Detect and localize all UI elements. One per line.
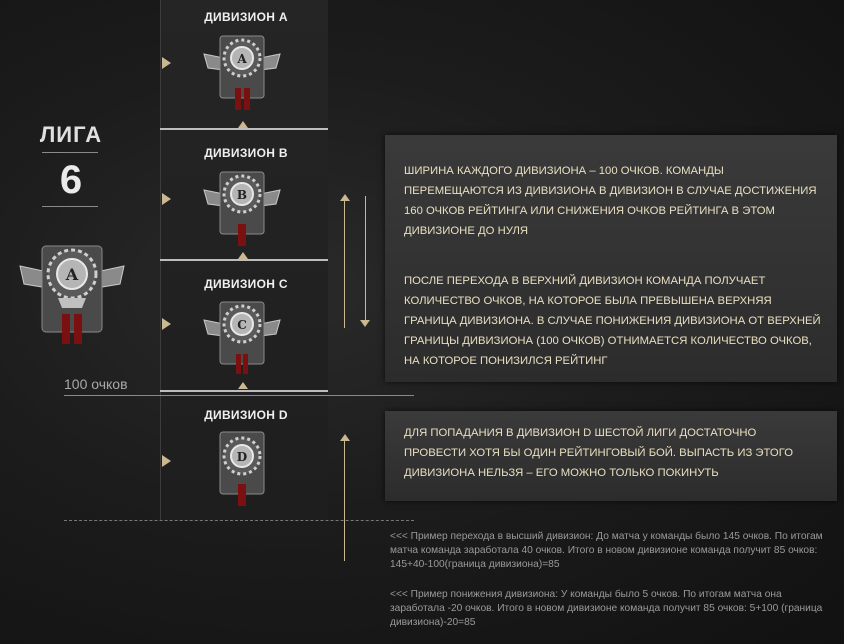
division-d-pointer-icon [162,455,171,467]
division-d-label: ДИВИЗИОН D [204,408,288,422]
division-a-pointer-icon [162,57,171,69]
division-a-label: ДИВИЗИОН A [204,10,288,24]
promotion-arrow-line [344,200,345,328]
division-separator-bc [160,259,328,261]
demotion-example-note: <<< Пример понижения дивизиона: У команды было 5 очков. По итогам матча она заработала -20 очков. Итого в новом дивизионе команда получит 85 очков: 5+100 (граница дивизиона)-20=85 [390,589,823,628]
division-b-up-arrow-icon [238,252,248,259]
info-box-division-d-text: ДЛЯ ПОПАДАНИЯ В ДИВИЗИОН D ШЕСТОЙ ЛИГИ ДОСТАТОЧНО ПРОВЕСТИ ХОТЯ БЫ ОДИН РЕЙТИНГОВЫЙ БОЙ. ВЫПАСТЬ ИЗ ЭТОГО ДИВИЗИОНА НЕЛЬЗЯ – ЕГО МОЖНО ТОЛЬКО ПОКИНУТЬ [404,427,793,479]
division-a-up-arrow-icon [238,121,248,128]
entry-arrow-line [344,441,345,561]
info-box-division-d [385,411,837,501]
points-line [64,395,414,396]
division-b-pointer-icon [162,193,171,205]
division-c-badge-icon [200,294,284,378]
division-b-label: ДИВИЗИОН B [204,146,288,160]
demotion-arrow-line [365,196,366,320]
division-separator-ab [160,128,328,130]
promotion-example-note: <<< Пример перехода в высший дивизион: До матча у команды было 145 очков. По итогам матча команда заработала 40 очков. Итого в новом дивизионе команда получит 85 очков: 145+40-100(граница дивизиона)=85 [390,531,823,570]
svg-text:B: B [236,188,248,202]
division-c-label: ДИВИЗИОН C [204,277,288,291]
league-badge-letter: A [65,265,79,284]
info-box-movement-text: ШИРИНА КАЖДОГО ДИВИЗИОНА – 100 ОЧКОВ. КОМАНДЫ ПЕРЕМЕЩАЮТСЯ ИЗ ДИВИЗИОНА В ДИВИЗИОН В СЛУЧАЕ ДОСТИЖЕНИЯ 160 ОЧКОВ РЕЙТИНГА ИЛИ СНИЖЕНИЯ ОЧКОВ РЕЙТИНГА В ЭТОМ ДИВИЗИОНЕ ДО НУЛЯ [404,165,817,237]
league-badge-icon [18,236,126,348]
league-number: 6 [59,158,83,202]
svg-text:C: C [237,318,247,332]
info-box-transfer-text: ПОСЛЕ ПЕРЕХОДА В ВЕРХНИЙ ДИВИЗИОН КОМАНДА ПОЛУЧАЕТ КОЛИЧЕСТВО ОЧКОВ, НА КОТОРОЕ БЫЛА ПРЕВЫШЕНА ВЕРХНЯЯ ГРАНИЦА ДИВИЗИОНА. В СЛУЧАЕ ПОНИЖЕНИЯ ДИВИЗИОНА ОТ ВЕРХНЕЙ ГРАНИЦЫ ДИВИЗИОНА (100 ОЧКОВ) ОТНИМАЕТСЯ КОЛИЧЕСТВО ОЧКОВ, НА КОТОРОЕ ПОНИЗИЛСЯ РЕЙТИНГ [404,275,821,367]
league-title: ЛИГА [39,122,103,147]
entry-up-arrow-icon [340,434,350,441]
division-d-badge-icon [200,424,284,508]
demotion-down-arrow-icon [360,320,370,327]
division-a-badge-icon [200,28,284,112]
svg-text:A: A [237,52,247,66]
svg-text:D: D [236,450,248,464]
info-box-movement [385,135,837,382]
dashed-divider [64,520,414,521]
division-c-pointer-icon [162,318,171,330]
division-separator-cd [160,390,328,392]
points-label: 100 очков [64,376,128,392]
division-c-up-arrow-icon [238,382,248,389]
promotion-up-arrow-icon [340,194,350,201]
league-divider-top [42,152,98,153]
division-b-badge-icon [200,164,284,248]
league-divider-bottom [42,206,98,207]
